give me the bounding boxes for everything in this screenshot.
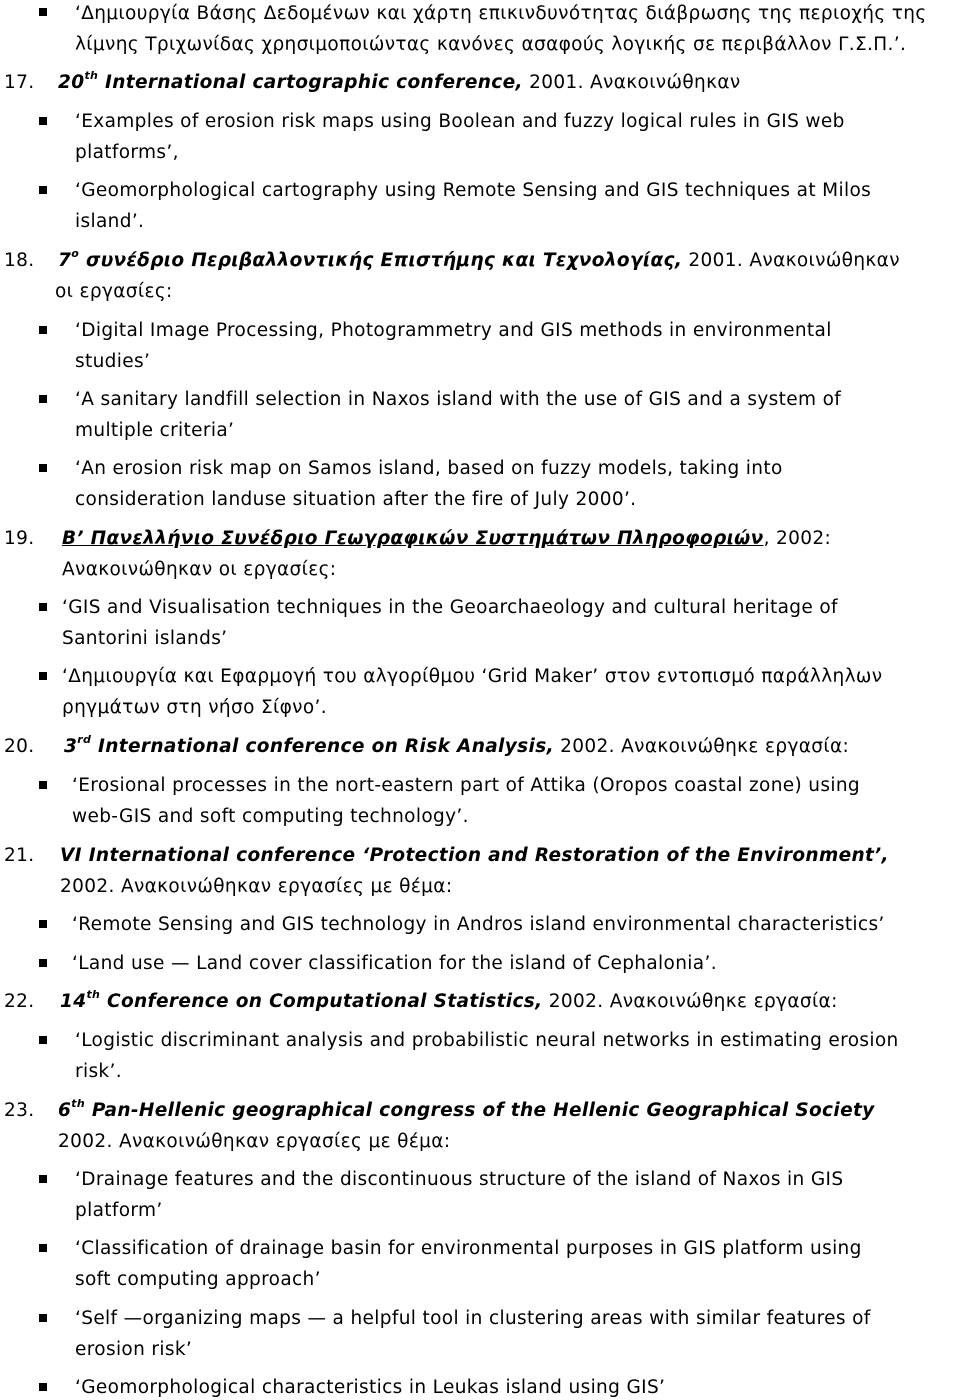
item-line: platforms’, xyxy=(75,142,179,163)
bullet-icon xyxy=(39,464,47,472)
conference-title: 14th Conference on Computational Statistics, xyxy=(60,988,543,1012)
entry-heading xyxy=(58,71,741,95)
entry-number: 21. xyxy=(4,845,35,866)
entry-heading xyxy=(58,1099,875,1123)
entry-suffix: 2001. Ανακοινώθηκαν xyxy=(682,250,900,271)
item-line: consideration landuse situation after the fire of July 2000’. xyxy=(75,489,637,510)
bullet-icon xyxy=(39,603,47,611)
item-line: ‘Logistic discriminant analysis and probabilistic neural networks in estimating erosion xyxy=(75,1030,899,1051)
entry-heading xyxy=(64,735,849,759)
item-line: λίμνης Τριχωνίδας χρησιμοποιώντας κανόνες ασαφούς λογικής σε περιβάλλον Γ.Σ.Π.’. xyxy=(75,34,907,55)
entry-heading xyxy=(60,844,889,868)
item-line: island’. xyxy=(75,211,145,232)
bullet-icon xyxy=(39,1036,47,1044)
conference-title: Β’ Πανελλήνιο Συνέδριο Γεωγραφικών Συστημάτων Πληροφοριών xyxy=(62,528,764,549)
entry-continuation: Ανακοινώθηκαν οι εργασίες: xyxy=(62,559,337,580)
item-line: ‘Land use — Land cover classification for the island of Cephalonia’. xyxy=(72,953,717,974)
bullet-icon xyxy=(39,117,47,125)
entry-continuation: 2002. Ανακοινώθηκαν εργασίες με θέμα: xyxy=(60,876,453,897)
bullet-icon xyxy=(39,395,47,403)
item-line: platform’ xyxy=(75,1200,163,1221)
bullet-icon xyxy=(39,1175,47,1183)
item-line: web-GIS and soft computing technology’. xyxy=(72,806,469,827)
bullet-icon xyxy=(39,672,47,680)
entry-number: 20. xyxy=(4,736,35,757)
entry-number: 17. xyxy=(4,72,35,93)
item-line: erosion risk’ xyxy=(75,1339,193,1360)
bullet-icon xyxy=(39,781,47,789)
entry-continuation: οι εργασίες: xyxy=(55,281,173,302)
conference-title: 7$^o$ συνέδριο Περιβαλλοντικής Επιστήμης και Τεχνολογίας, xyxy=(58,247,683,271)
entry-suffix: , 2002: xyxy=(763,528,832,549)
item-line: soft computing approach’ xyxy=(75,1269,321,1290)
entry-heading xyxy=(58,249,900,273)
entry-suffix: 2002. Ανακοινώθηκε εργασία: xyxy=(553,736,850,757)
item-line: ‘GIS and Visualisation techniques in the Geoarchaeology and cultural heritage of xyxy=(62,597,838,618)
item-line: studies’ xyxy=(75,351,151,372)
item-line: ‘Geomorphological cartography using Remote Sensing and GIS techniques at Milos xyxy=(75,180,872,201)
item-line: ‘Remote Sensing and GIS technology in Andros island environmental characteristics’ xyxy=(72,914,885,935)
entry-number: 23. xyxy=(4,1100,35,1121)
item-line: ‘A sanitary landfill selection in Naxos island with the use of GIS and a system of xyxy=(75,389,842,410)
item-line: ‘Δημιουργία Βάσης Δεδομένων και χάρτη επικινδυνότητας διάβρωσης της περιοχής της xyxy=(75,3,927,24)
entry-heading xyxy=(62,527,831,551)
entry-continuation: 2002. Ανακοινώθηκαν εργασίες με θέμα: xyxy=(58,1131,451,1152)
item-line: ‘Geomorphological characteristics in Leukas island using GIS’ xyxy=(75,1377,666,1398)
entry-suffix: 2002. Ανακοινώθηκε εργασία: xyxy=(542,991,838,1012)
item-line: ‘Drainage features and the discontinuous structure of the island of Naxos in GIS xyxy=(75,1169,844,1190)
conference-title: VI International conference ‘Protection and Restoration of the Environment’, xyxy=(60,845,889,866)
item-line: ‘Self —organizing maps — a helpful tool in clustering areas with similar features of xyxy=(75,1308,871,1329)
item-line: ρηγμάτων στη νήσο Σίφνο’. xyxy=(62,697,327,718)
item-line: risk’. xyxy=(75,1061,122,1082)
conference-title: 6th Pan-Hellenic geographical congress of the Hellenic Geographical Society xyxy=(58,1097,875,1121)
conference-title: 3rd International conference on Risk Analysis, xyxy=(64,733,554,757)
bullet-icon xyxy=(39,1314,47,1322)
item-line: ‘Examples of erosion risk maps using Boolean and fuzzy logical rules in GIS web xyxy=(75,111,845,132)
item-line: ‘Δημιουργία και Εφαρμογή του αλγορίθμου ‘Grid Maker’ στον εντοπισμό παράλληλων xyxy=(62,666,883,687)
entry-heading xyxy=(60,990,838,1014)
bullet-icon xyxy=(39,8,47,16)
entry-suffix: 2001. Ανακοινώθηκαν xyxy=(522,72,741,93)
item-line: ‘Erosional processes in the nort-eastern part of Attika (Oropos coastal zone) using xyxy=(72,775,861,796)
item-line: ‘Digital Image Processing, Photogrammetry and GIS methods in environmental xyxy=(75,320,832,341)
bullet-icon xyxy=(39,1383,47,1391)
item-line: Santorini islands’ xyxy=(62,628,228,649)
entry-number: 18. xyxy=(4,250,35,271)
bullet-icon xyxy=(39,959,47,967)
conference-title: 20th International cartographic conference, xyxy=(58,69,523,93)
bullet-icon xyxy=(39,920,47,928)
bullet-icon xyxy=(39,186,47,194)
entry-number: 22. xyxy=(4,991,35,1012)
bullet-icon xyxy=(39,326,47,334)
item-line: multiple criteria’ xyxy=(75,420,235,441)
bullet-icon xyxy=(39,1244,47,1252)
entry-number: 19. xyxy=(4,528,35,549)
item-line: ‘An erosion risk map on Samos island, based on fuzzy models, taking into xyxy=(75,458,783,479)
item-line: ‘Classification of drainage basin for environmental purposes in GIS platform using xyxy=(75,1238,862,1259)
